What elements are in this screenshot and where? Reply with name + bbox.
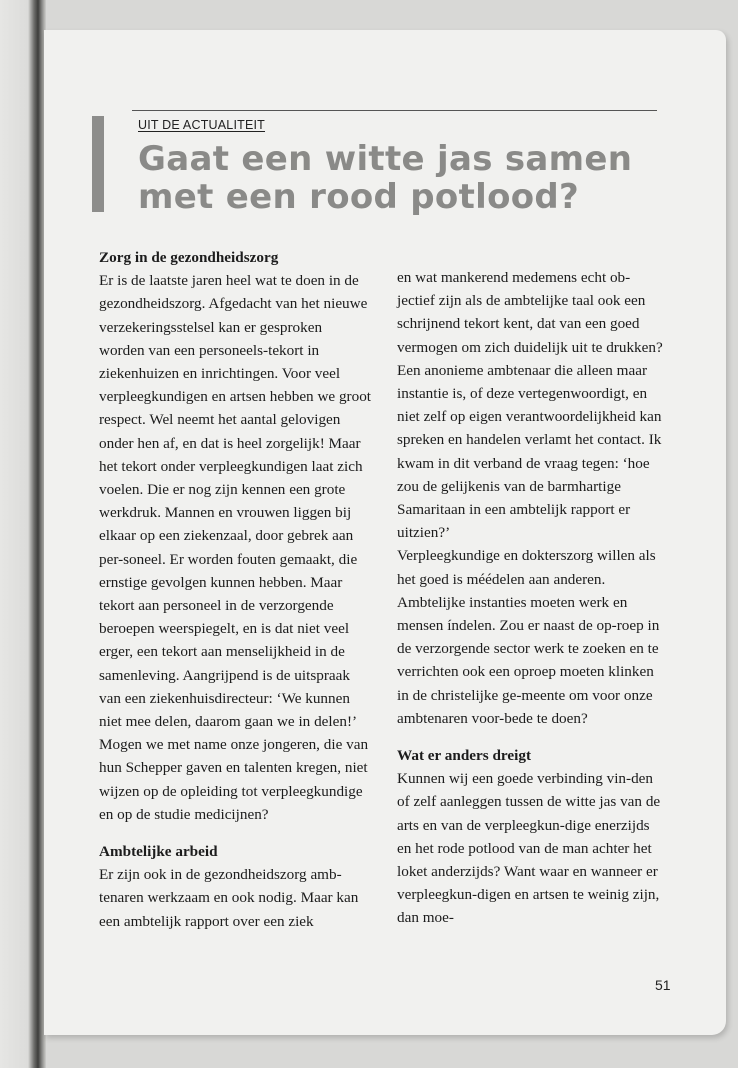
page-number: 51 — [655, 977, 671, 993]
section-heading: Ambtelijke arbeid — [99, 843, 218, 861]
section-heading: Wat er anders dreigt — [397, 747, 532, 765]
right-column — [397, 246, 665, 930]
body-paragraph: en wat mankerend medemens echt ob-jectief zijn als de ambtelijke taal ook een schrijnend tekort kent, dat van een goed vermogen om zich duidelijk uit te drukken? Een anonieme ambtenaar die alleen maar instantie is, of deze vertegenwoordigt, en niet zelf op eigen verantwoordelijkheid kan spreken en handelen verlamt het contact. Ik kwam in dit verband de vraag tegen: ‘hoe zou de gelijkenis van de barmhartige Samaritaan in een ambtelijk rapport er uitzien?’ — [397, 269, 663, 542]
section-kicker: UIT DE ACTUALITEIT — [138, 118, 266, 132]
article-headline: Gaat een witte jas samen met een rood potlood? — [138, 139, 633, 217]
body-paragraph: Er zijn ook in de gezondheidszorg amb-tenaren werkzaam en ook nodig. Maar kan een ambtelijk rapport over een ziek — [99, 866, 359, 930]
book-spine — [0, 0, 46, 1068]
body-paragraph: Verpleegkundige en dokterszorg willen als het goed is méédelen aan anderen. Ambtelijke instanties moeten werk en mensen índelen. Zou er naast de op-roep in de verzorgende sector werk te zoeken en te verrichten ook een oproep moeten klinken in de christelijke ge-meente om voor onze ambtenaren voor-bede te doen? — [397, 547, 660, 727]
left-column — [99, 246, 371, 933]
body-paragraph: Kunnen wij een goede verbinding vin-den of zelf aanleggen tussen de witte jas van de arts en van de verpleegkun-dige enerzijds en het rode potlood van de man achter het loket anderzijds? Want waar en wanneer er verpleegkun-digen en artsen te weinig zijn, dan moe- — [397, 770, 661, 927]
header-accent-bar — [92, 116, 104, 212]
body-paragraph: Er is de laatste jaren heel wat te doen in de gezondheidszorg. Afgedacht van het nieuwe verzekeringsstelsel kan er gesproken worden van een personeels-tekort in ziekenhuizen en inrichtingen. Voor veel verpleegkundigen en artsen hebben we groot respect. Wel neemt het aantal gelovigen onder hen af, en dat is heel zorgelijk! Maar het tekort onder verpleegkundigen laat zich voelen. Die er nog zijn kennen een grote werkdruk. Mannen en vrouwen liggen bij elkaar op een ziekenzaal, door gebrek aan per-soneel. Er worden fouten gemaakt, die ernstige gevolgen kunnen hebben. Maar tekort aan personeel in de verzorgende beroepen weerspiegelt, en is dat niet veel erger, een tekort aan menselijkheid in de samenleving. Aangrijpend is de uitspraak van een ziekenhuisdirecteur: ‘We kunnen niet mee delen, daarom gaan we in delen!’ Mogen we met name onze jongeren, die van hun Schepper gaven en talenten kregen, niet wijzen op de opleiding tot verpleegkundige en op de studie medicijnen? — [99, 272, 372, 823]
header-rule — [132, 110, 657, 111]
section-heading: Zorg in de gezondheidszorg — [99, 249, 279, 266]
